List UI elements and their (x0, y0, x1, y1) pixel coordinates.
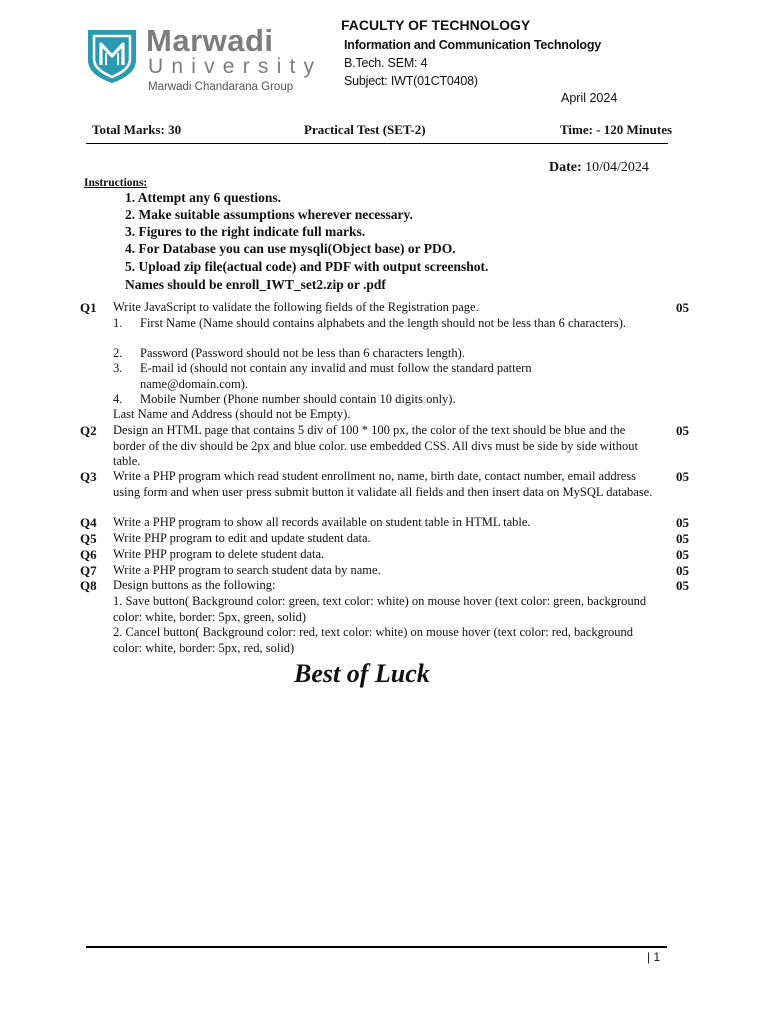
question-marks: 05 (676, 423, 689, 438)
question-detail-line: 2. Cancel button( Background color: red, text color: white) on mouse hover (text color: red, background color: white, border: 5px, red, solid) (113, 625, 633, 655)
subitem-text: E-mail id (should not contain any invalid and must follow the standard pattern name@domain.com). (140, 361, 532, 391)
question-label: Q1 (80, 300, 97, 315)
subitem-text: First Name (Name should contains alphabets and the length should not be less than 6 characters). (140, 316, 626, 330)
brand-group: Marwadi Chandarana Group (148, 81, 294, 93)
brand-name: Marwadi (146, 23, 274, 58)
question-text: Write a PHP program to show all records available on student table in HTML table. (113, 515, 531, 529)
question-detail-line: 1. Save button( Background color: green, text color: white) on mouse hover (text color: green, background color: white, border: 5px, green, solid) (113, 594, 647, 624)
question-marks: 05 (676, 531, 689, 546)
test-name: Practical Test (SET-2) (304, 122, 426, 137)
date-value: 10/04/2024 (585, 160, 649, 175)
question-text: Design an HTML page that contains 5 div of 100 * 100 px, the color of the text should be blue and the border of the div should be 2px and blue color. use embedded CSS. All divs must be side by side without table. (113, 423, 638, 468)
instructions-title: Instructions: (84, 177, 148, 189)
instruction-item: 2. Make suitable assumptions wherever necessary. (125, 207, 413, 222)
question-label: Q5 (80, 531, 97, 546)
footer-divider (86, 946, 667, 948)
subitem-text: Password (Password should not be less than 6 characters length). (140, 346, 465, 360)
university-logo-shield-icon (86, 27, 138, 84)
date-label: Date: (549, 160, 582, 175)
question-label: Q8 (80, 578, 97, 593)
question-label: Q7 (80, 563, 97, 578)
brand-university: University (148, 55, 323, 78)
page-number: | 1 (647, 950, 661, 964)
question-label: Q2 (80, 423, 97, 438)
faculty-title: FACULTY OF TECHNOLOGY (341, 17, 531, 33)
subitem-number: 2. (113, 346, 123, 360)
subitem-number: 3. (113, 361, 123, 375)
question-marks: 05 (676, 515, 689, 530)
instruction-item: 3. Figures to the right indicate full marks. (125, 224, 366, 239)
instruction-item: 5. Upload zip file(actual code) and PDF with output screenshot. (125, 259, 489, 274)
question-label: Q4 (80, 515, 97, 530)
subject: Subject: IWT(01CT0408) (344, 74, 478, 88)
question-text: Write JavaScript to validate the following fields of the Registration page. (113, 300, 479, 314)
instruction-item: Names should be enroll_IWT_set2.zip or .pdf (125, 277, 386, 292)
question-text: Design buttons as the following: (113, 578, 276, 592)
subitem-number: 4. (113, 392, 123, 406)
question-marks: 05 (676, 300, 689, 315)
department: Information and Communication Technology (344, 38, 602, 52)
question-marks: 05 (676, 578, 689, 593)
total-marks: Total Marks: 30 (92, 122, 182, 137)
exam-date (549, 159, 649, 176)
question-text: Write a PHP program which read student enrollment no, name, birth date, contact number, email address using form and when user press submit button it validate all fields and then insert data on MySQL database. (113, 469, 653, 499)
closing-message: Best of Luck (294, 659, 430, 688)
exam-month: April 2024 (561, 91, 618, 105)
question-label: Q3 (80, 469, 97, 484)
instruction-item: 1. Attempt any 6 questions. (125, 190, 282, 205)
time-limit: Time: - 120 Minutes (560, 122, 673, 137)
question-marks: 05 (676, 547, 689, 562)
instruction-item: 4. For Database you can use mysqli(Object base) or PDO. (125, 241, 456, 256)
question-text: Write a PHP program to search student data by name. (113, 563, 381, 577)
question-text: Write PHP program to edit and update student data. (113, 531, 371, 545)
question-label: Q6 (80, 547, 97, 562)
subitem-number: 1. (113, 316, 123, 330)
question-footer-text: Last Name and Address (should not be Empty). (113, 407, 351, 421)
header-divider (86, 143, 668, 144)
question-text: Write PHP program to delete student data. (113, 547, 325, 561)
question-marks: 05 (676, 563, 689, 578)
subitem-text: Mobile Number (Phone number should contain 10 digits only). (140, 392, 456, 406)
question-marks: 05 (676, 469, 689, 484)
semester: B.Tech. SEM: 4 (344, 56, 428, 70)
